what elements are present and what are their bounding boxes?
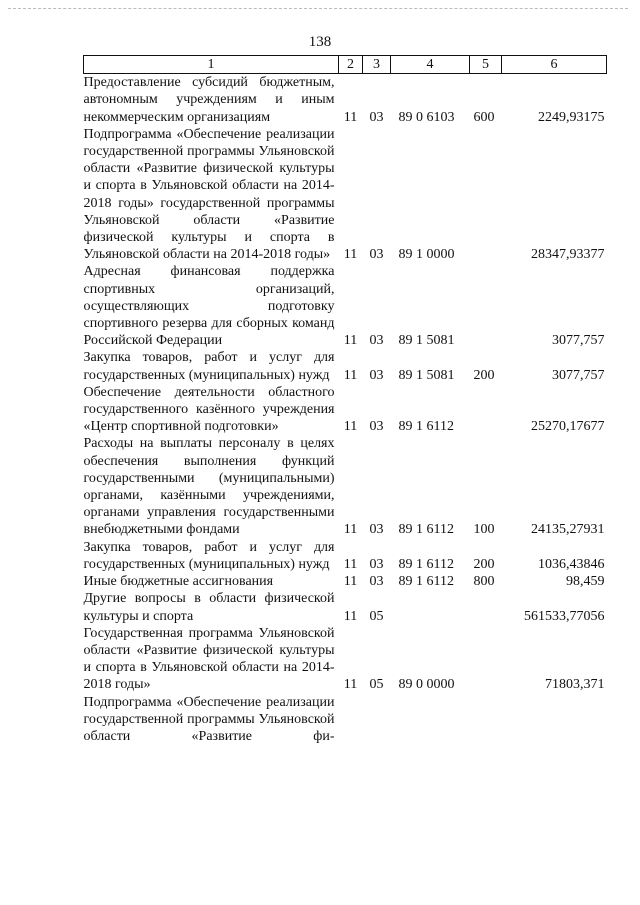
row-amount: 98,459 xyxy=(566,574,605,590)
row-name: Расходы на выплаты персоналу в целях обеспечения выполнения функций государственными (муниципальными) органами, казёнными учреждениями, органами управления государственными внебюджетными фондами xyxy=(83,436,335,538)
page-number: 138 xyxy=(308,34,332,50)
row-amount: 1036,43846 xyxy=(538,556,605,572)
table-row xyxy=(84,126,607,264)
row-expense-type xyxy=(470,625,502,694)
row-expense-type: 200 xyxy=(473,556,495,572)
row-expense-type: 200 xyxy=(473,367,495,383)
row-name: Адресная финансовая поддержка спортивных организаций, осуществляющих подготовку спортивного резерва для сборных команд Российской Федерации xyxy=(83,264,335,349)
row-target-code: 89 1 0000 xyxy=(398,247,455,263)
row-amount: 25270,17677 xyxy=(531,419,605,435)
row-section: 11 xyxy=(343,574,358,590)
row-subsection: 03 xyxy=(369,574,384,590)
row-amount: 3077,757 xyxy=(552,333,605,349)
row-amount: 71803,371 xyxy=(545,677,605,693)
row-target-code: 89 1 6112 xyxy=(398,419,454,435)
row-subsection xyxy=(363,694,391,746)
row-amount: 2249,93175 xyxy=(538,109,605,125)
row-expense-type: 600 xyxy=(473,109,495,125)
table-row xyxy=(84,435,607,538)
row-section: 11 xyxy=(343,367,358,383)
table-row xyxy=(84,384,607,436)
row-expense-type xyxy=(470,263,502,349)
row-expense-type xyxy=(470,384,502,436)
table-row xyxy=(84,263,607,349)
table-row xyxy=(84,74,607,126)
row-expense-type xyxy=(470,694,502,746)
row-target-code xyxy=(391,694,470,746)
row-subsection: 03 xyxy=(369,109,384,125)
table-row xyxy=(84,349,607,383)
row-name: Иные бюджетные ассигнования xyxy=(83,574,274,590)
row-subsection: 03 xyxy=(369,419,384,435)
row-amount: 24135,27931 xyxy=(531,522,605,538)
row-section: 11 xyxy=(343,677,358,693)
row-section xyxy=(339,694,363,746)
row-subsection: 05 xyxy=(369,677,384,693)
row-amount: 561533,77056 xyxy=(524,608,605,624)
row-subsection: 03 xyxy=(369,556,384,572)
scan-edge-line xyxy=(8,8,628,10)
table-header-row xyxy=(84,56,607,74)
row-name: Закупка товаров, работ и услуг для государственных (муниципальных) нужд xyxy=(83,539,335,572)
row-subsection: 03 xyxy=(369,247,384,263)
column-header: 6 xyxy=(502,56,607,74)
row-amount xyxy=(502,694,607,746)
budget-table xyxy=(83,55,607,745)
row-name: Подпрограмма «Обеспечение реализации государственной программы Ульяновской области «Развитие физической культуры и спорта в Ульяновской области на 2014-2018 годы» государственной программы Ульяновской области «Развитие физической культуры и спорта в Ульяновской области на 2014-2018 годы» xyxy=(83,126,335,263)
row-expense-type: 800 xyxy=(473,574,495,590)
row-name: Обеспечение деятельности областного государственного казённого учреждения «Центр спортивной подготовки» xyxy=(83,384,335,435)
row-target-code: 89 1 6112 xyxy=(398,522,454,538)
row-name: Закупка товаров, работ и услуг для государственных (муниципальных) нужд xyxy=(83,350,335,383)
table-row xyxy=(84,694,607,746)
row-target-code: 89 1 6112 xyxy=(398,574,454,590)
row-name: Государственная программа Ульяновской области «Развитие физической культуры и спорта в Ульяновской области на 2014-2018 годы» xyxy=(83,625,335,693)
row-amount: 28347,93377 xyxy=(531,247,605,263)
row-target-code xyxy=(391,590,470,624)
row-subsection: 03 xyxy=(369,367,384,383)
row-subsection: 03 xyxy=(369,333,384,349)
column-header: 5 xyxy=(470,56,502,74)
row-expense-type xyxy=(470,126,502,264)
row-subsection: 05 xyxy=(369,608,384,624)
row-expense-type xyxy=(470,590,502,624)
row-section: 11 xyxy=(343,333,358,349)
column-header: 4 xyxy=(391,56,470,74)
row-section: 11 xyxy=(343,247,358,263)
row-target-code: 89 1 5081 xyxy=(398,333,455,349)
row-subsection: 03 xyxy=(369,522,384,538)
table-row xyxy=(84,573,607,590)
row-target-code: 89 1 5081 xyxy=(398,367,455,383)
table-row xyxy=(84,625,607,694)
row-section: 11 xyxy=(343,608,358,624)
table-row xyxy=(84,539,607,573)
row-target-code: 89 0 6103 xyxy=(398,109,455,125)
row-section: 11 xyxy=(343,419,358,435)
row-amount: 3077,757 xyxy=(552,367,605,383)
row-name: Подпрограмма «Обеспечение реализации государственной программы Ульяновской области «Развитие фи- xyxy=(83,694,335,744)
column-header: 2 xyxy=(339,56,363,74)
row-section: 11 xyxy=(343,522,358,538)
column-header: 1 xyxy=(84,56,339,74)
row-target-code: 89 0 0000 xyxy=(398,677,455,693)
row-name: Другие вопросы в области физической культуры и спорта xyxy=(83,591,335,624)
table-row xyxy=(84,590,607,624)
row-section: 11 xyxy=(343,109,358,125)
row-section: 11 xyxy=(343,556,358,572)
row-target-code: 89 1 6112 xyxy=(398,556,454,572)
column-header: 3 xyxy=(363,56,391,74)
row-name: Предоставление субсидий бюджетным, автономным учреждениям и иным некоммерческим организациям xyxy=(83,75,335,125)
row-expense-type: 100 xyxy=(473,522,495,538)
